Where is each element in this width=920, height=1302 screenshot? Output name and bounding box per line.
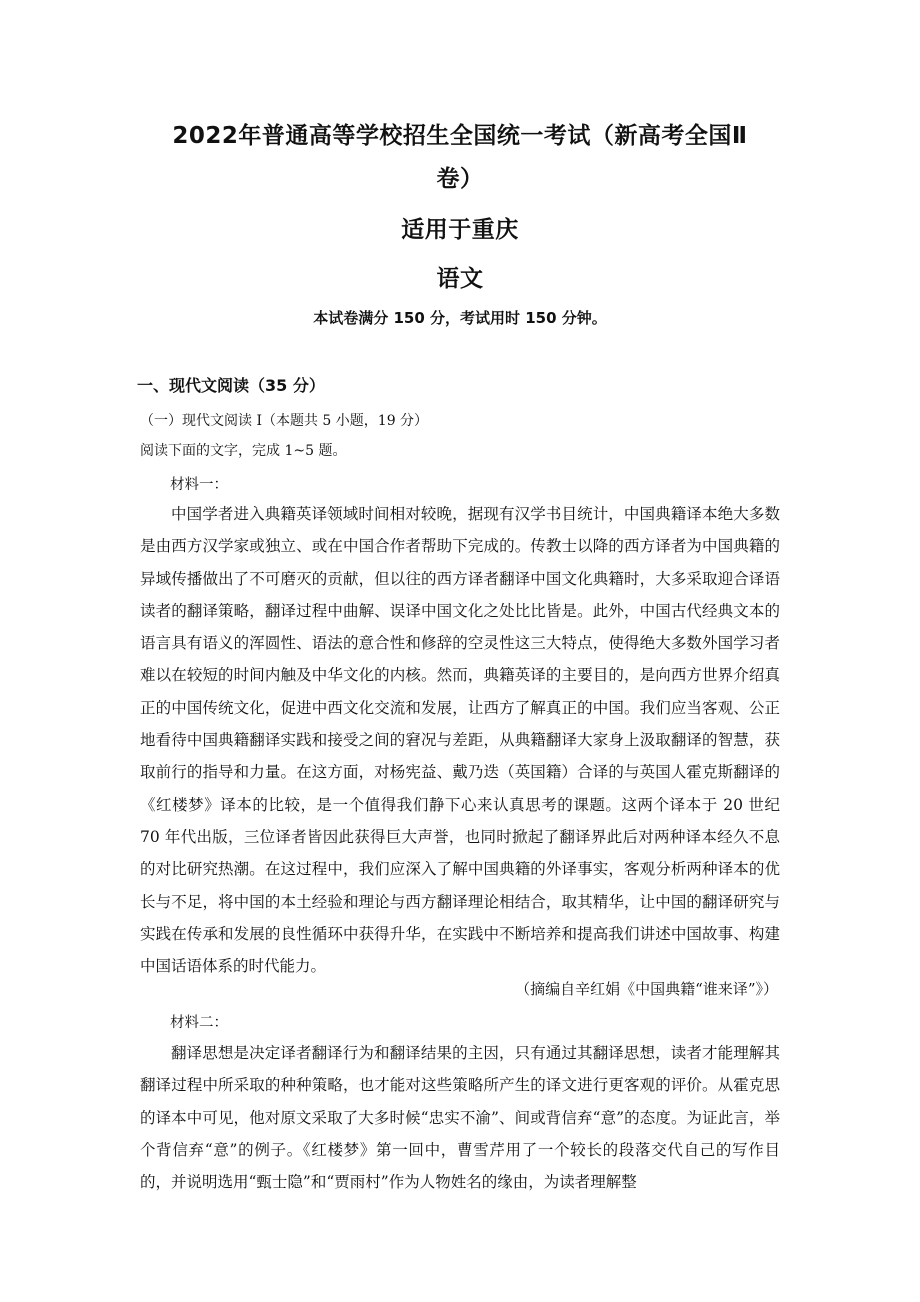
- reading-instruction: 阅读下面的文字，完成 1~5 题。: [140, 443, 347, 459]
- material1-paragraph: 中国学者进入典籍英译领域时间相对较晚，据现有汉学书目统计，中国典籍译本绝大多数是由西方汉学家或独立、或在中国合作者帮助下完成的。传教士以降的西方译者为中国典籍的异域传播做出了不可磨灭的贡献，但以往的西方译者翻译中国文化典籍时，大多采取迎合译语读者的翻译策略，翻译过程中曲解、误译中国文化之处比比皆是。此外，中国古代经典文本的语言具有语义的浑圆性、语法的意合性和修辞的空灵性这三大特点，使得绝大多数外国学习者难以在较短的时间内触及中华文化的内核。然而，典籍英译的主要目的，是向西方世界介绍真正的中国传统文化，促进中西文化交流和发展，让西方了解真正的中国。我们应当客观、公正地看待中国典籍翻译实践和接受之间的窘况与差距，从典籍翻译大家身上汲取翻译的智慧，获取前行的指导和力量。在这方面，对杨宪益、戴乃迭（英国籍）合译的与英国人霍克斯翻译的《红楼梦》译本的比较，是一个值得我们静下心来认真思考的课题。这两个译本于 20 世纪 70 年代出版，三位译者皆因此获得巨大声誉，也同时掀起了翻译界此后对两种译本经久不息的对比研究热潮。在这过程中，我们应深入了解中国典籍的外译事实，客观分析两种译本的优长与不足，将中国的本土经验和理论与西方翻译理论相结合，取其精华，让中国的翻译研究与实践在传承和发展的良性循环中获得升华，在实践中不断培养和提高我们讲述中国故事、构建中国话语体系的时代能力。: [140, 505, 780, 976]
- material1-label: 材料一：: [170, 477, 228, 493]
- material2-label: 材料二：: [170, 1015, 228, 1031]
- material1-source: （摘编自辛红娟《中国典籍“谁来译”》）: [515, 980, 778, 998]
- region-subtitle: 适用于重庆: [401, 217, 519, 243]
- exam-title-line2: 卷）: [436, 166, 484, 192]
- exam-info: 本试卷满分 150 分，考试用时 150 分钟。: [313, 309, 607, 327]
- exam-title-line1: 2022年普通高等学校招生全国统一考试（新高考全国Ⅱ: [172, 123, 748, 149]
- subject-title: 语文: [436, 266, 484, 292]
- section-heading: 一、现代文阅读（35 分）: [137, 376, 325, 395]
- subsection-heading: （一）现代文阅读 I（本题共 5 小题，19 分）: [140, 413, 429, 429]
- material2-paragraph: 翻译思想是决定译者翻译行为和翻译结果的主因，只有通过其翻译思想，读者才能理解其翻译过程中所采取的种种策略，也才能对这些策略所产生的译文进行更客观的评价。从霍克思的译本中可见，他对原文采取了大多时候“忠实不渝”、间或背信弃“意”的态度。为证此言，举个背信弃“意”的例子。《红楼梦》第一回中，曹雪芹用了一个较长的段落交代自己的写作目的，并说明选用“甄士隐”和“贾雨村”作为人物姓名的缘由，为读者理解整: [140, 1044, 780, 1192]
